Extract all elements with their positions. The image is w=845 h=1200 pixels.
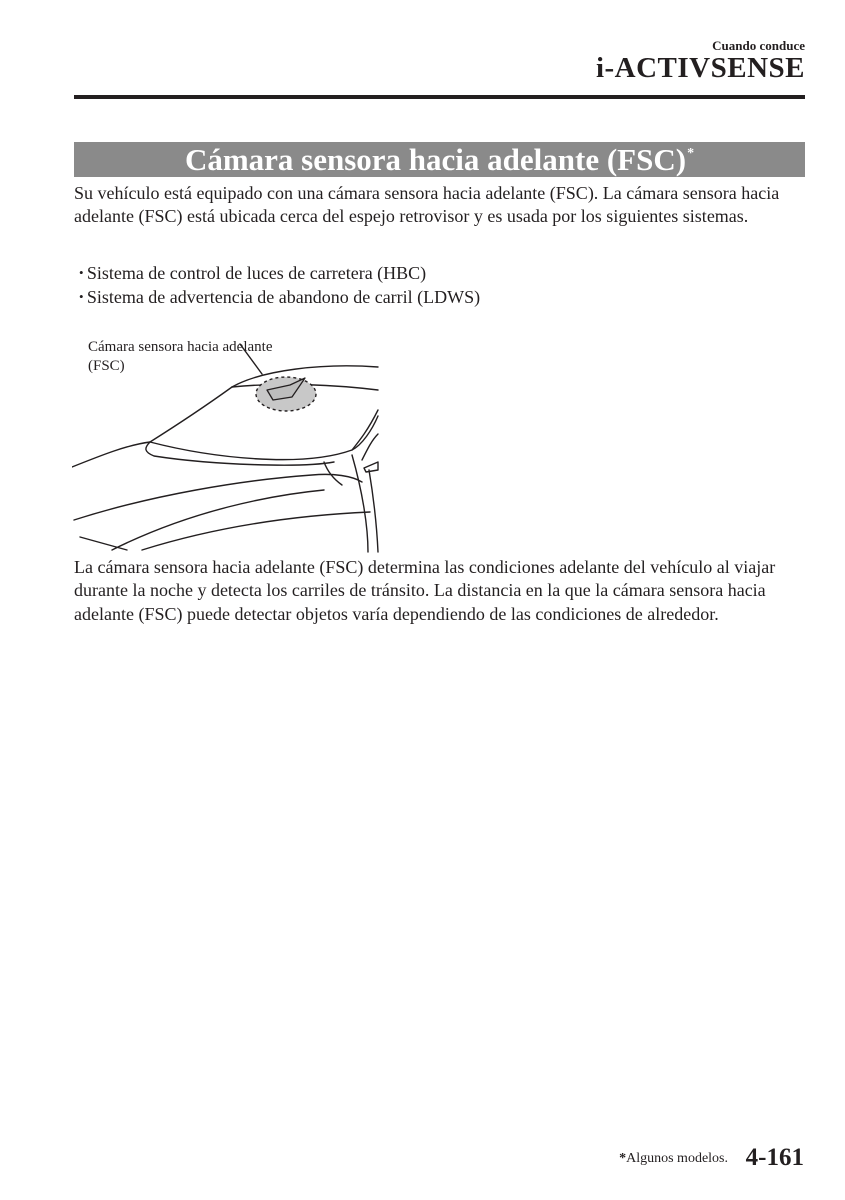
mirror: [364, 462, 378, 472]
footnote-text: Algunos modelos.: [626, 1151, 728, 1166]
door-line: [352, 455, 368, 552]
hood-line: [74, 474, 362, 520]
header-divider: [74, 95, 805, 99]
callout-label-line: (FSC): [88, 358, 125, 374]
section-title-bar: [74, 142, 805, 177]
fender-line: [324, 462, 342, 485]
description-paragraph: La cámara sensora hacia adelante (FSC) determina las condiciones adelante del vehículo al viajar durante la noche y detecta los carriles de tránsito. La distancia en la que la cámara sensora hacia adelante (FSC) puede detectar objetos varía dependiendo de las condiciones de alrededor.: [74, 557, 776, 624]
list-item: [79, 262, 480, 286]
windshield-lower-edge: [150, 416, 378, 460]
footnote-marker: *: [619, 1151, 627, 1166]
hood-crease: [112, 490, 324, 550]
systems-list: [79, 262, 480, 311]
chapter-title: i-ACTIVSENSE: [595, 52, 805, 84]
footnote-marker: *: [687, 146, 695, 161]
side-window-line: [362, 434, 378, 460]
door-line-2: [369, 470, 378, 552]
list-item-text: Sistema de advertencia de abandono de carril (LDWS): [86, 287, 481, 308]
a-pillar: [150, 387, 232, 442]
list-item: [79, 286, 480, 310]
callout-label-line: Cámara sensora hacia adelante: [88, 339, 273, 355]
page-number: 4-161: [745, 1144, 804, 1171]
list-item-text: Sistema de control de luces de carretera (HBC): [86, 263, 427, 283]
footnote: [619, 1151, 728, 1167]
intro-paragraph: Su vehículo está equipado con una cámara sensora hacia adelante (FSC). La cámara sensora hacia adelante (FSC) está ubicada cerca del espejo retrovisor y es usada por los siguientes sistemas.: [74, 183, 780, 227]
hood-edge: [72, 442, 334, 467]
section-header: Cuando conduce: [712, 38, 805, 53]
side-pillar: [352, 410, 378, 450]
section-title: Cámara sensora hacia adelante (FSC): [184, 142, 687, 177]
callout-leader-line: [240, 344, 262, 374]
hood-crease-2: [142, 512, 370, 550]
front-edge: [80, 537, 127, 550]
windshield-camera-illustration: [72, 330, 392, 555]
